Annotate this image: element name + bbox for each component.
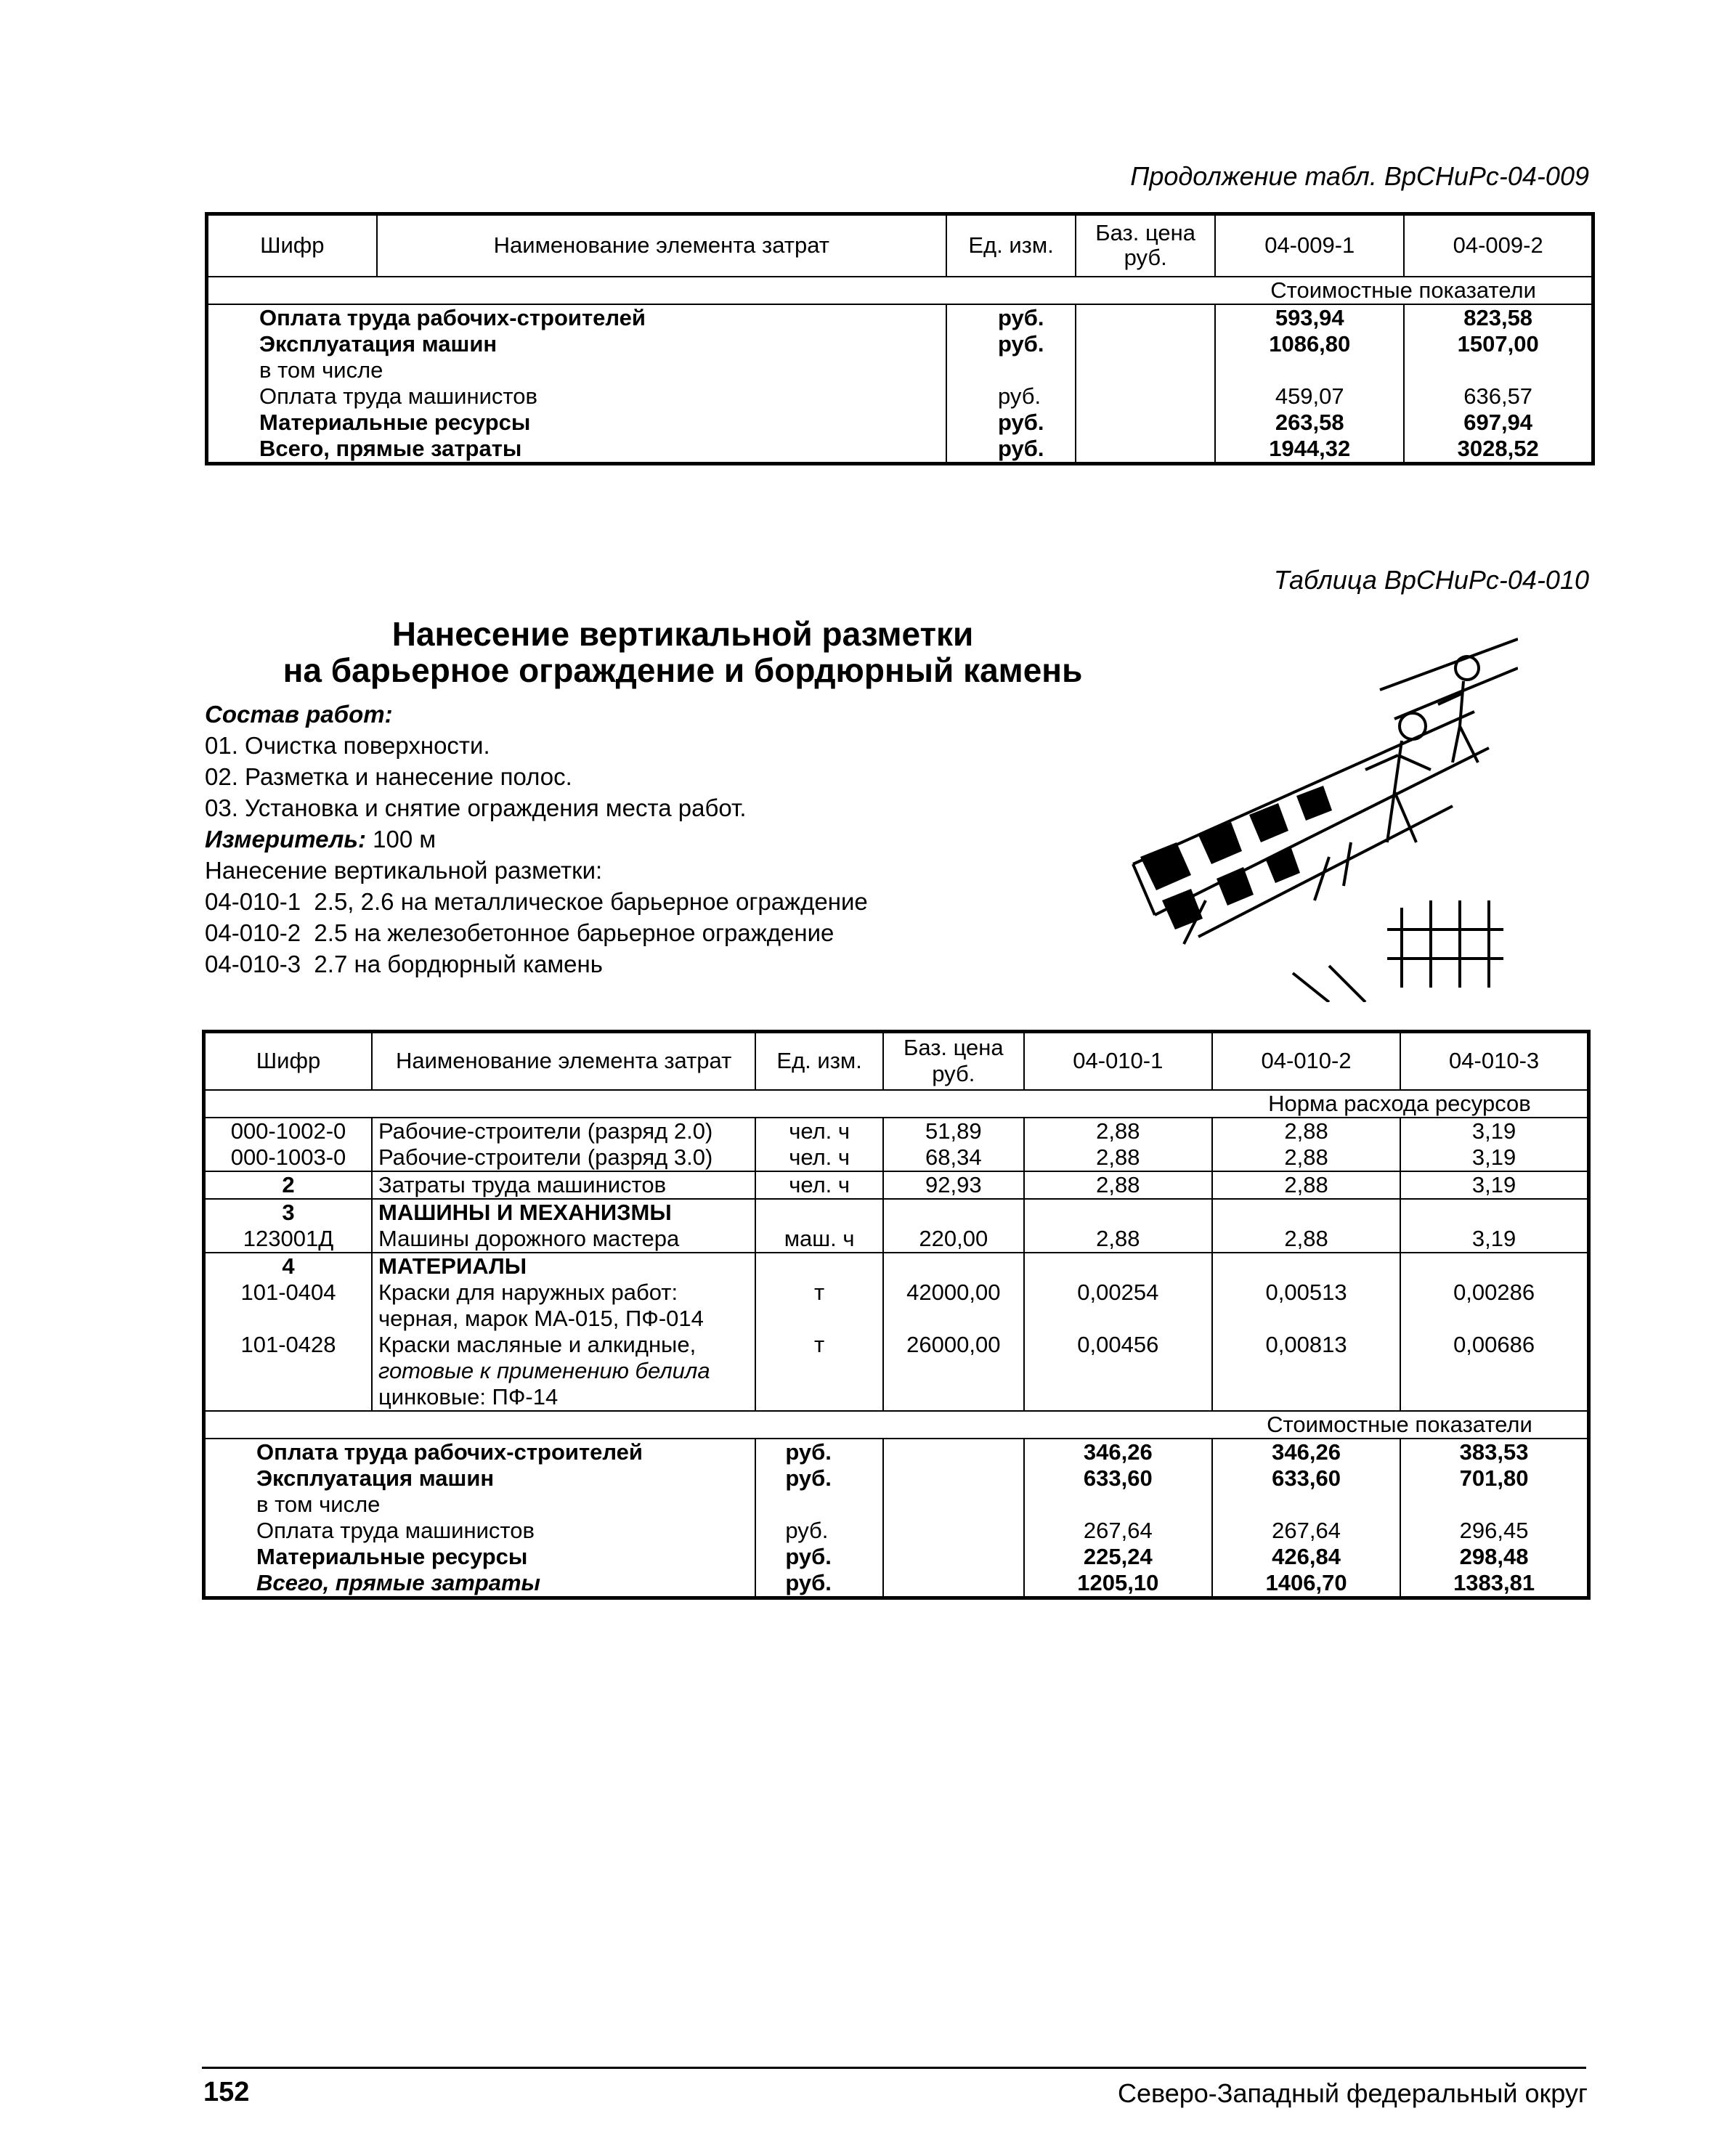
step-3: 03. Установка и снятие ограждения места работ. <box>205 794 747 821</box>
table-row: Материальные ресурсы руб. 225,24 426,84 298,48 <box>204 1544 1589 1570</box>
header-code: Шифр <box>204 1032 373 1090</box>
table-row: в том числе <box>207 357 1593 383</box>
header-col1: 04-009-1 <box>1215 214 1404 277</box>
header-col2: 04-010-2 <box>1212 1032 1400 1090</box>
table-row: Оплата труда машинистов руб. 267,64 267,64 296,45 <box>204 1518 1589 1544</box>
table-row: Оплата труда рабочих-строителей руб. 346,26 346,26 383,53 <box>204 1439 1589 1465</box>
title-line-2: на барьерное ограждение и бордюрный камень <box>283 651 1083 689</box>
meter-value: 100 м <box>366 826 436 853</box>
code-line-1: 04-010-1 2.5, 2.6 на металлическое барьерное ограждение <box>205 888 868 915</box>
work-description <box>205 699 1149 980</box>
continuation-caption: Продолжение табл. ВрСНиРс-04-009 <box>1130 161 1589 191</box>
page-number: 152 <box>203 2077 250 2107</box>
table-row: 3 МАШИНЫ И МЕХАНИЗМЫ <box>204 1199 1589 1226</box>
meter-label: Измеритель: <box>205 826 366 853</box>
table-row: 101-0428 Краски масляные и алкидные, готовые к применению белила цинковые: ПФ-14 т 26000,00 0,00456 0,00813 0,00686 <box>204 1332 1589 1411</box>
table-row: Всего, прямые затраты руб. 1205,10 1406,70 1383,81 <box>204 1570 1589 1598</box>
table-row: Эксплуатация машин руб. 633,60 633,60 701,80 <box>204 1465 1589 1492</box>
table-caption: Таблица ВрСНиРс-04-010 <box>1273 565 1589 595</box>
table-row: 2 Затраты труда машинистов чел. ч 92,93 2,88 2,88 3,19 <box>204 1171 1589 1199</box>
step-2: 02. Разметка и нанесение полос. <box>205 763 572 790</box>
meter-line <box>205 823 1149 855</box>
step-1: 01. Очистка поверхности. <box>205 732 490 759</box>
norm-label: Норма расхода ресурсов <box>1212 1090 1589 1118</box>
resource-table-04-010 <box>202 1030 1591 1600</box>
table-row: 101-0404 Краски для наружных работ: черная, марок МА-015, ПФ-014 т 42000,00 0,00254 0,00513 0,00286 <box>204 1280 1589 1332</box>
cost-table-04-009 <box>205 212 1595 465</box>
table-row: 4 МАТЕРИАЛЫ <box>204 1253 1589 1280</box>
table-row: в том числе <box>204 1492 1589 1518</box>
table-row: 000-1002-0 Рабочие-строители (разряд 2.0) чел. ч 51,89 2,88 2,88 3,19 <box>204 1118 1589 1144</box>
table-row: Эксплуатация машин руб. 1086,80 1507,00 <box>207 331 1593 357</box>
table-row: Оплата труда рабочих-строителей руб. 593,94 823,58 <box>207 304 1593 331</box>
table-row: 123001Д Машины дорожного мастера маш. ч 220,00 2,88 2,88 3,19 <box>204 1226 1589 1253</box>
header-col3: 04-010-3 <box>1400 1032 1588 1090</box>
section-label: Стоимостные показатели <box>1215 277 1593 304</box>
table-row: Материальные ресурсы руб. 263,58 697,94 <box>207 410 1593 436</box>
header-price: Баз. цена руб. <box>1076 214 1215 277</box>
header-unit: Ед. изм. <box>755 1032 883 1090</box>
table-row: Всего, прямые затраты руб. 1944,32 3028,52 <box>207 436 1593 464</box>
section-title <box>203 616 1162 688</box>
cost-label: Стоимостные показатели <box>1212 1411 1589 1439</box>
code-line-3: 04-010-3 2.7 на бордюрный камень <box>205 951 603 977</box>
composition-label: Состав работ: <box>205 701 393 728</box>
header-price: Баз. цена руб. <box>883 1032 1024 1090</box>
table-row: 000-1003-0 Рабочие-строители (разряд 3.0) чел. ч 68,34 2,88 2,88 3,19 <box>204 1144 1589 1171</box>
workers-painting-barrier-illustration <box>1111 625 1518 1002</box>
code-line-2: 04-010-2 2.5 на железобетонное барьерное ограждение <box>205 919 834 946</box>
header-name: Наименование элемента затрат <box>377 214 946 277</box>
table-row: Оплата труда машинистов руб. 459,07 636,57 <box>207 383 1593 410</box>
footer-region: Северо-Западный федеральный округ <box>1117 2078 1588 2108</box>
header-col2: 04-009-2 <box>1404 214 1593 277</box>
title-line-1: Нанесение вертикальной разметки <box>391 615 974 653</box>
header-code: Шифр <box>207 214 377 277</box>
header-unit: Ед. изм. <box>946 214 1076 277</box>
header-col1: 04-010-1 <box>1024 1032 1212 1090</box>
header-name: Наименование элемента затрат <box>372 1032 755 1090</box>
footer-rule <box>202 2067 1586 2069</box>
marking-intro: Нанесение вертикальной разметки: <box>205 857 603 884</box>
